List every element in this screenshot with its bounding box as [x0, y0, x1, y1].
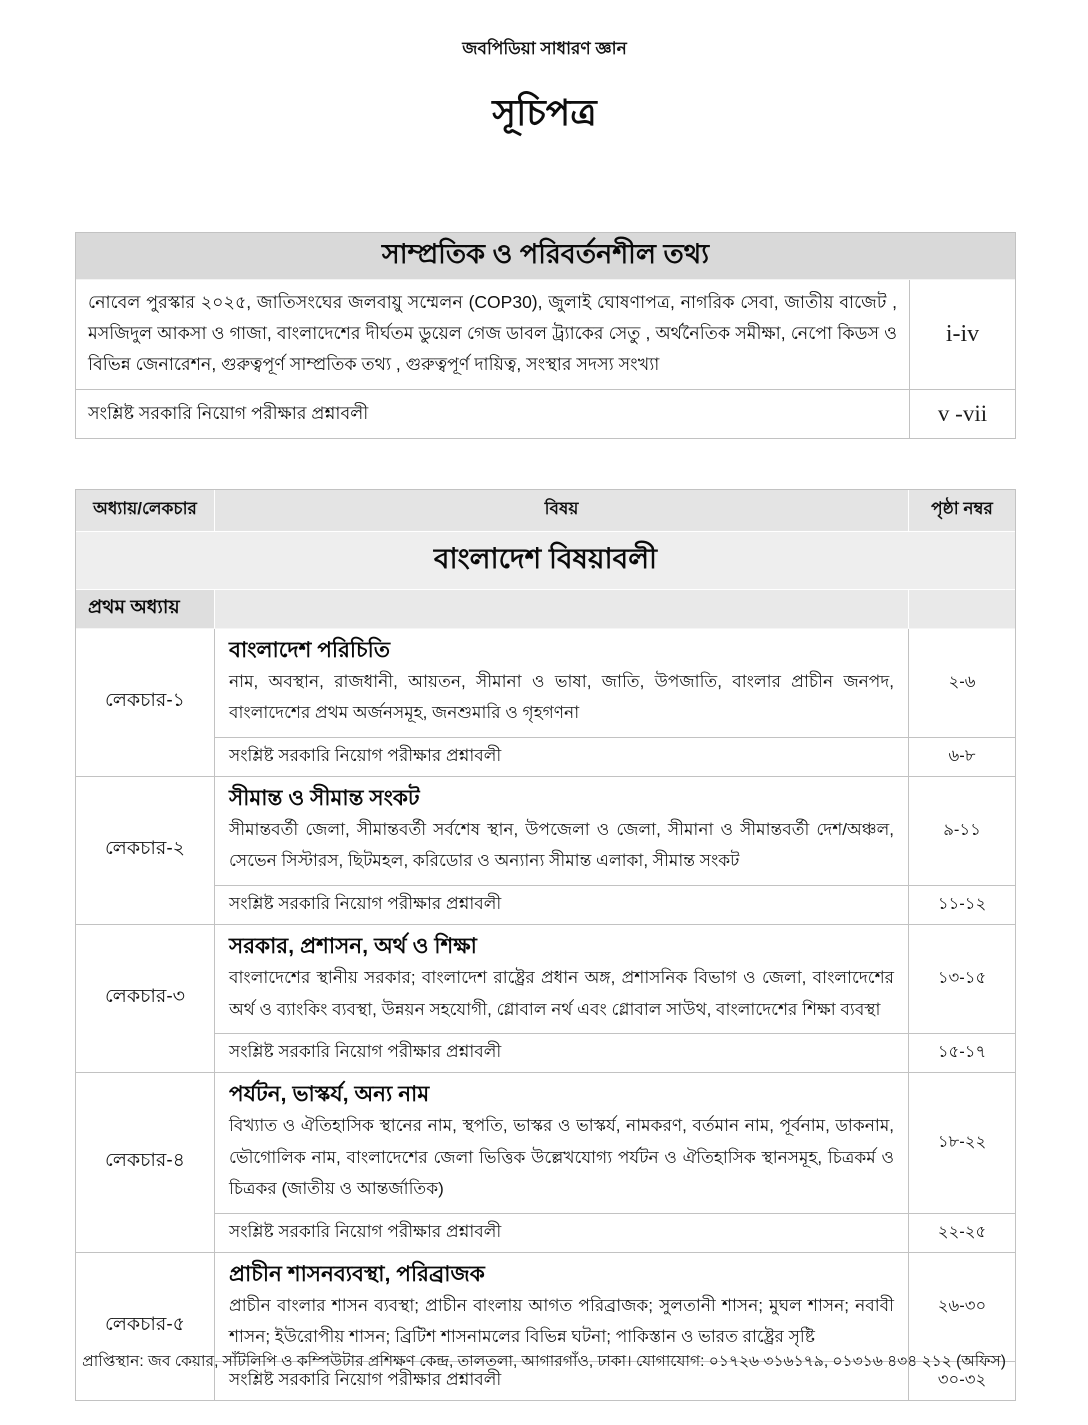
lecture-label: লেকচার-৫	[76, 1253, 215, 1400]
lecture-title: সরকার, প্রশাসন, অর্থ ও শিক্ষা	[229, 933, 477, 958]
lecture-description: প্রাচীন বাংলার শাসন ব্যবস্থা; প্রাচীন বাংলায় আগত পরিব্রাজক; সুলতানী শাসন; মুঘল শাসন; নবাবী শাসন; ইউরোপীয় শাসন; ব্রিটিশ শাসনামলের বিভিন্ন ঘটনা; পাকিস্তান ও ভারত রাষ্ট্রের সৃষ্টি	[229, 1295, 894, 1347]
column-chapter: অধ্যায়/লেকচার	[76, 490, 215, 532]
recent-info-row	[76, 280, 1015, 390]
lecture-row	[76, 777, 1015, 886]
recent-info-topics: নোবেল পুরস্কার ২০২৫, জাতিসংঘের জলবায়ু সম্মেলন (COP30), জুলাই ঘোষণাপত্র, নাগরিক সেবা, জাতীয় বাজেট , মসজিদুল আকসা ও গাজা, বাংলাদেশের দীর্ঘতম ডুয়েল গেজ ডাবল ট্র্যাকের সেতু , অর্থনৈতিক সমীক্ষা, নেপো কিডস ও বিভিন্ন জেনারেশন, গুরুত্বপূর্ণ সাম্প্রতিক তথ্য , গুরুত্বপূর্ণ দায়িত্ব, সংস্থার সদস্য সংখ্যা	[76, 280, 910, 390]
lecture-pages: ১৩-১৫	[909, 925, 1015, 1034]
exam-pages: ৬-৮	[909, 738, 1015, 777]
lecture-description: নাম, অবস্থান, রাজধানী, আয়তন, সীমানা ও ভাষা, জাতি, উপজাতি, বাংলার প্রাচীন জনপদ, বাংলাদেশের প্রথম অর্জনসমূহ, জনশুমারি ও গৃহগণনা	[229, 671, 894, 723]
lecture-label: লেকচার-২	[76, 777, 215, 925]
lecture-label: লেকচার-১	[76, 629, 215, 777]
footer-contact-line: প্রাপ্তিস্থান: জব কেয়ার, সাঁটলিপি ও কম্পিউটার প্রশিক্ষণ কেন্দ্র, তালতলা, আগারগাঁও, ঢাকা। যোগাযোগ: ০১৭২৬ ৩১৬১৭৯, ০১৩১৬ ৪৩৪ ২১২ (অফিস)	[82, 1353, 1006, 1370]
column-page: পৃষ্ঠা নম্বর	[909, 490, 1015, 532]
recent-exam-row	[76, 390, 1015, 437]
lecture-description: সীমান্তবর্তী জেলা, সীমান্তবর্তী সর্বশেষ স্থান, উপজেলা ও জেলা, সীমানা ও সীমান্তবর্তী দেশ/অঞ্চল, সেভেন সিস্টারস, ছিটমহল, করিডোর ও অন্যান্য সীমান্ত এলাকা, সীমান্ত সংকট	[229, 819, 894, 871]
lecture-pages: ১৮-২২	[909, 1073, 1015, 1214]
recent-info-header-row	[76, 233, 1015, 280]
lecture-row	[76, 925, 1015, 1034]
lecture-title: প্রাচীন শাসনব্যবস্থা, পরিব্রাজক	[229, 1261, 485, 1286]
recent-info-title: সাম্প্রতিক ও পরিবর্তনশীল তথ্য	[76, 233, 1015, 280]
lecture-row	[76, 1073, 1015, 1214]
chapter-row	[76, 590, 1015, 629]
lecture-title: পর্যটন, ভাস্কর্য, অন্য নাম	[229, 1081, 430, 1106]
lecture-row	[76, 629, 1015, 738]
exam-label: সংশ্লিষ্ট সরকারি নিয়োগ পরীক্ষার প্রশ্নাবলী	[215, 1214, 909, 1253]
lecture-label: লেকচার-৩	[76, 925, 215, 1073]
lecture-description: বিখ্যাত ও ঐতিহাসিক স্থানের নাম, স্থপতি, ভাস্কর ও ভাস্কর্য, নামকরণ, বর্তমান নাম, পূর্বনাম, ডাকনাম, ভৌগোলিক নাম, বাংলাদেশের জেলা ভিত্তিক উল্লেখযোগ্য পর্যটন ও ঐতিহাসিক স্থানসমূহ, চিত্রকর্ম ও চিত্রকর (জাতীয় ও আন্তর্জাতিক)	[229, 1116, 894, 1199]
lecture-title: বাংলাদেশ পরিচিতি	[229, 637, 390, 662]
chapter-page-spacer	[909, 590, 1015, 629]
lecture-title: সীমান্ত ও সীমান্ত সংকট	[229, 785, 420, 810]
section-title: বাংলাদেশ বিষয়াবলী	[76, 532, 1015, 590]
book-title: জবপিডিয়া সাধারণ জ্ঞান	[462, 39, 627, 58]
exam-row	[76, 1214, 1015, 1253]
lecture-pages: ২৬-৩০	[909, 1253, 1015, 1362]
recent-info-pages: i-iv	[910, 280, 1015, 390]
exam-pages: ৩০-৩২	[937, 1371, 987, 1390]
exam-pages: ১১-১২	[909, 886, 1015, 925]
column-subject: বিষয়	[215, 490, 909, 532]
exam-row	[76, 1034, 1015, 1073]
lecture-pages: ৯-১১	[909, 777, 1015, 886]
recent-exam-label: সংশ্লিষ্ট সরকারি নিয়োগ পরীক্ষার প্রশ্নাবলী	[76, 390, 910, 437]
recent-info-table	[75, 232, 1016, 439]
recent-exam-pages: v -vii	[937, 400, 988, 426]
exam-label: সংশ্লিষ্ট সরকারি নিয়োগ পরীক্ষার প্রশ্নাবলী	[215, 886, 909, 925]
lecture-description: বাংলাদেশের স্থানীয় সরকার; বাংলাদেশ রাষ্ট্রের প্রধান অঙ্গ, প্রশাসনিক বিভাগ ও জেলা, বাংলাদেশের অর্থ ও ব্যাংকিং ব্যবস্থা, উন্নয়ন সহযোগী, গ্লোবাল নর্থ এবং গ্লোবাল সাউথ, বাংলাদেশের শিক্ষা ব্যবস্থা	[229, 968, 894, 1019]
exam-row	[76, 886, 1015, 925]
contents-table	[75, 489, 1016, 1401]
exam-pages: ২২-২৫	[909, 1214, 1015, 1253]
exam-row	[76, 738, 1015, 777]
lecture-label: লেকচার-৪	[76, 1073, 215, 1253]
lecture-pages: ২-৬	[909, 629, 1015, 738]
page-title: সূচিপত্র	[492, 92, 597, 133]
exam-label: সংশ্লিষ্ট সরকারি নিয়োগ পরীক্ষার প্রশ্নাবলী	[215, 1034, 909, 1073]
chapter-title: প্রথম অধ্যায়	[76, 590, 215, 629]
section-row	[76, 532, 1015, 590]
exam-pages: ১৫-১৭	[909, 1034, 1015, 1073]
chapter-subject-spacer	[215, 590, 909, 629]
contents-header-row	[76, 490, 1015, 532]
exam-label: সংশ্লিষ্ট সরকারি নিয়োগ পরীক্ষার প্রশ্নাবলী	[215, 1362, 909, 1400]
exam-label: সংশ্লিষ্ট সরকারি নিয়োগ পরীক্ষার প্রশ্নাবলী	[215, 738, 909, 777]
lecture-row	[76, 1253, 1015, 1362]
